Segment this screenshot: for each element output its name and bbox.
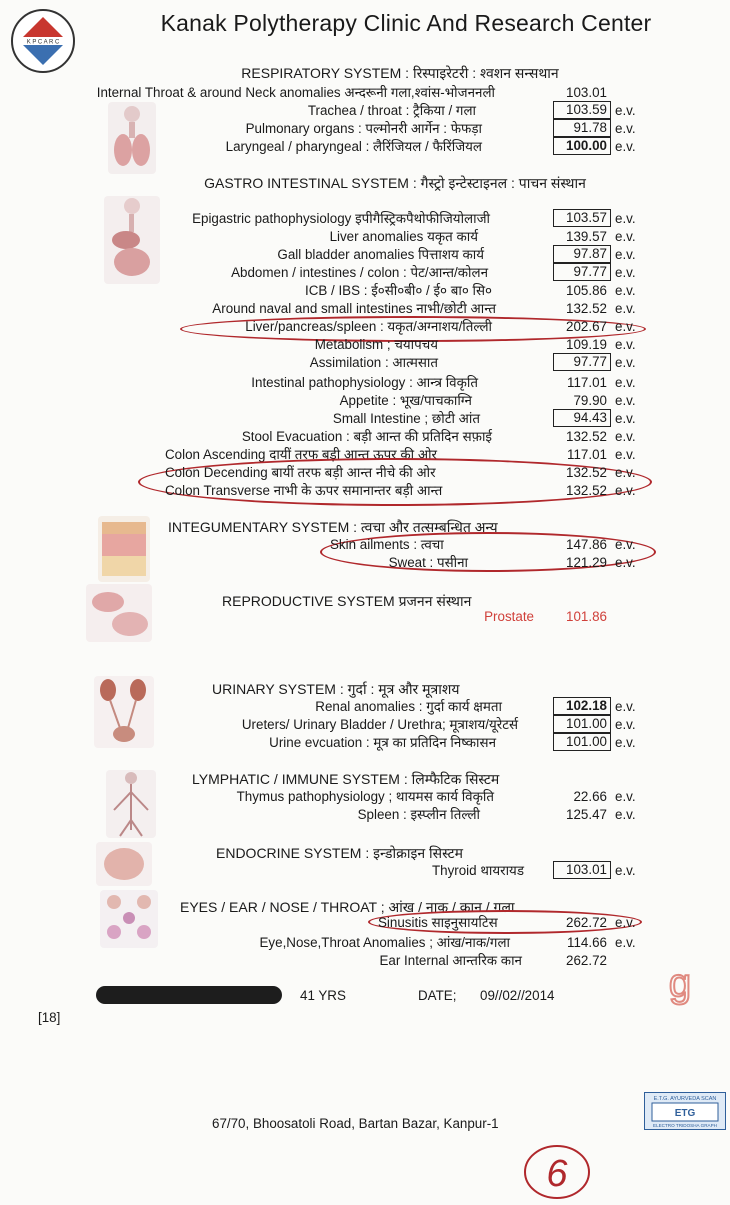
gastro-row-13-value: 132.52 (566, 429, 607, 444)
ent-row-3-label: Ear Internal आन्तरिक कान (379, 953, 522, 968)
date-label: DATE; (418, 988, 457, 1003)
reproductive-row-1-label: Prostate (484, 609, 534, 624)
gastro-row-15-value: 132.52 (566, 465, 607, 480)
urinary-row-1-value: 102.18 (553, 697, 611, 715)
integumentary-row-2-value: 121.29 (566, 555, 607, 570)
gastro-row-7-unit: e.v. (615, 319, 636, 334)
stamp-letter (660, 962, 700, 1006)
gastro-row-16-unit: e.v. (615, 483, 636, 498)
handwritten-page-number (520, 1142, 594, 1202)
svg-text:E.T.G. AYURVEDA SCAN: E.T.G. AYURVEDA SCAN (653, 1096, 717, 1102)
clinic-logo (10, 8, 76, 74)
gastro-row-14-value: 117.01 (567, 447, 607, 462)
gastro-row-10-unit: e.v. (615, 375, 636, 390)
gastro-row-2-unit: e.v. (615, 229, 636, 244)
gastro-row-2-label: Liver anomalies यकृत कार्य (329, 229, 478, 244)
ent-row-3-value: 262.72 (566, 953, 607, 968)
respiratory-row-2-label: Trachea / throat : ट्रैकिया / गला (307, 103, 476, 118)
page-reference: [18] (38, 1010, 61, 1025)
reproductive-row-1-value: 101.86 (566, 609, 607, 624)
gastro-row-13-label: Stool Evacuation : बड़ी आन्त की प्रतिदिन सफ़ाई (241, 429, 492, 444)
respiratory-row-2-value: 103.59 (553, 101, 611, 119)
ent-row-1-value: 262.72 (566, 915, 607, 930)
gastro-row-10-value: 117.01 (567, 375, 607, 390)
etg-badge (644, 1092, 726, 1130)
endocrine-row-1-unit: e.v. (615, 863, 636, 878)
gastro-row-5-unit: e.v. (615, 283, 636, 298)
urinary-row-3-label: Urine evcuation : मूत्र का प्रतिदिन निष्कासन (269, 735, 496, 750)
gastro-row-12-label: Small Intestine ; छोटी आंत (332, 411, 480, 426)
respiratory-row-4-value: 100.00 (553, 137, 611, 155)
gastro-row-15-unit: e.v. (615, 465, 636, 480)
gastro-row-11-value: 79.90 (573, 393, 607, 408)
urinary-row-1-label: Renal anomalies : गुर्दा कार्य क्षमता (315, 699, 502, 714)
endocrine-row-1-value: 103.01 (553, 861, 611, 879)
gastro-section-title: GASTRO INTESTINAL SYSTEM : गैस्ट्रो इन्टेस्टाइनल : पाचन संस्थान (204, 175, 586, 191)
svg-text:ETG: ETG (674, 1108, 696, 1119)
gastro-row-7-value: 202.67 (566, 319, 607, 334)
gastro-row-8-label: Metabolism ; चयापचय (314, 337, 438, 352)
gastro-row-16-label: Colon Transverse नाभी के ऊपर समानान्तर बड़ी आन्त (165, 483, 443, 498)
lymphatic-row-2-value: 125.47 (566, 807, 607, 822)
respiratory-row-4-unit: e.v. (615, 139, 636, 154)
ent-row-2-label: Eye,Nose,Throat Anomalies ; आंख/नाक/गला (259, 935, 510, 950)
integumentary-row-2-label: Sweat : पसीना (388, 555, 468, 570)
gastro-row-16-value: 132.52 (566, 483, 607, 498)
urinary-row-2-value: 101.00 (553, 715, 611, 733)
ent-row-2-value: 114.66 (567, 935, 607, 950)
svg-text:g: g (668, 962, 692, 1005)
urinary-row-3-unit: e.v. (615, 735, 636, 750)
report-date: 09//02//2014 (480, 988, 555, 1003)
respiratory-row-1-value: 103.01 (566, 85, 607, 100)
respiratory-row-3-unit: e.v. (615, 121, 636, 136)
skin-illustration (98, 516, 150, 582)
gastro-row-6-value: 132.52 (566, 301, 607, 316)
lymphatic-section-title: LYMPHATIC / IMMUNE SYSTEM : लिम्फैटिक सिस्टम (192, 771, 500, 787)
endocrine-row-1-label: Thyroid थायरायड (431, 863, 524, 878)
gastro-row-4-value: 97.77 (553, 263, 611, 281)
lymphatic-row-2-unit: e.v. (615, 807, 636, 822)
gastro-row-9-unit: e.v. (615, 355, 636, 370)
gastro-row-8-unit: e.v. (615, 337, 636, 352)
lungs-illustration (108, 102, 156, 174)
integumentary-row-1-unit: e.v. (615, 537, 636, 552)
patient-age: 41 YRS (300, 988, 346, 1003)
logo-text: K P C A R C (26, 39, 60, 46)
gastro-row-5-value: 105.86 (566, 283, 607, 298)
gastro-row-3-label: Gall bladder anomalies पित्ताशय कार्य (277, 247, 484, 262)
gastro-row-9-label: Assimilation : आत्मसात (309, 355, 438, 370)
lymphatic-row-2-label: Spleen : इस्प्लीन तिल्ली (357, 807, 480, 822)
gastro-row-4-unit: e.v. (615, 265, 636, 280)
respiratory-row-1-label: Internal Throat & around Neck anomalies अन्दरूनी गला,श्वांस-भोजननली (96, 85, 495, 100)
urinary-illustration (94, 676, 154, 748)
gastro-row-13-unit: e.v. (615, 429, 636, 444)
lymphatic-illustration (106, 770, 156, 838)
gastro-row-2-value: 139.57 (566, 229, 607, 244)
urinary-row-3-value: 101.00 (553, 733, 611, 751)
gastro-row-5-label: ICB / IBS : ई०सी०बी० / ई० बा० सि० (304, 283, 492, 298)
svg-text:ELECTRO TRIDOSHA GRAPH: ELECTRO TRIDOSHA GRAPH (653, 1123, 717, 1128)
gastro-row-11-unit: e.v. (615, 393, 636, 408)
ent-row-2-unit: e.v. (615, 935, 636, 950)
clinic-address: 67/70, Bhoosatoli Road, Bartan Bazar, Kanpur-1 (212, 1116, 499, 1131)
urinary-row-2-label: Ureters/ Urinary Bladder / Urethra; मूत्राशय/यूरेटर्स (241, 717, 518, 732)
respiratory-row-4-label: Laryngeal / pharyngeal : लैरिंजियल / फैरिंजियल (225, 139, 482, 154)
gastro-row-14-unit: e.v. (615, 447, 636, 462)
gastro-row-12-unit: e.v. (615, 411, 636, 426)
ent-illustration (100, 890, 158, 948)
gastro-row-1-label: Epigastric pathophysiology इपीगैस्ट्रिकपैथोफीजियोलाजी (192, 211, 490, 226)
redacted-patient-name (96, 986, 282, 1004)
integumentary-section-title: INTEGUMENTARY SYSTEM : त्वचा और तत्सम्बन्धित अन्य (168, 519, 498, 535)
respiratory-row-2-unit: e.v. (615, 103, 636, 118)
gastro-row-1-value: 103.57 (553, 209, 611, 227)
integumentary-row-2-unit: e.v. (615, 555, 636, 570)
ent-section-title: EYES / EAR / NOSE / THROAT ; आंख / नाक / कान / गला (180, 899, 515, 915)
gastro-row-15-label: Colon Decending बायीं तरफ बड़ी आन्त नीचे की ओर (165, 465, 436, 480)
respiratory-row-3-value: 91.78 (553, 119, 611, 137)
gastro-row-12-value: 94.43 (553, 409, 611, 427)
gastro-row-3-value: 97.87 (553, 245, 611, 263)
endocrine-section-title: ENDOCRINE SYSTEM : इन्डोक्राइन सिस्टम (216, 845, 464, 861)
gastro-row-8-value: 109.19 (566, 337, 607, 352)
page-title: Kanak Polytherapy Clinic And Research Center (160, 10, 652, 36)
gastro-row-10-label: Intestinal pathophysiology : आन्त्र विकृति (251, 375, 478, 390)
ent-row-1-label: Sinusitis साइनुसायटिस (378, 915, 498, 930)
integumentary-row-1-value: 147.86 (566, 537, 607, 552)
gastro-row-7-label: Liver/pancreas/spleen : यकृत/अग्नाशय/तिल्ली (245, 319, 492, 334)
ent-row-1-unit: e.v. (615, 915, 636, 930)
gastro-row-4-label: Abdomen / intestines / colon : पेट/आन्त/कोलन (231, 265, 488, 280)
urinary-row-1-unit: e.v. (615, 699, 636, 714)
urinary-section-title: URINARY SYSTEM : गुर्दा : मूत्र और मूत्राशय (212, 681, 460, 697)
lymphatic-row-1-label: Thymus pathophysiology ; थायमस कार्य विकृति (236, 789, 494, 804)
gastro-row-6-label: Around naval and small intestines नाभी/छोटी आन्त (212, 301, 496, 316)
gastro-row-14-label: Colon Ascending दायीं तरफ बड़ी आन्त ऊपर की ओर (165, 447, 438, 462)
urinary-row-2-unit: e.v. (615, 717, 636, 732)
reproductive-illustration (86, 584, 152, 642)
gastro-row-9-value: 97.77 (553, 353, 611, 371)
reproductive-section-title: REPRODUCTIVE SYSTEM प्रजनन संस्थान (222, 593, 472, 609)
gastro-row-11-label: Appetite : भूख/पाचकाग्नि (339, 393, 472, 408)
lymphatic-row-1-unit: e.v. (615, 789, 636, 804)
integumentary-row-1-label: Skin ailments : त्वचा (330, 537, 444, 552)
endocrine-illustration (96, 842, 152, 886)
svg-text:6: 6 (546, 1153, 568, 1195)
lymphatic-row-1-value: 22.66 (573, 789, 607, 804)
gastro-row-3-unit: e.v. (615, 247, 636, 262)
respiratory-row-3-label: Pulmonary organs : पल्मोनरी आर्गेन : फेफड़ा (245, 121, 482, 136)
respiratory-section-title: RESPIRATORY SYSTEM : रिस्पाइरेटरी : श्वशन सन्सथान (241, 65, 559, 81)
gastro-row-1-unit: e.v. (615, 211, 636, 226)
gastro-row-6-unit: e.v. (615, 301, 636, 316)
